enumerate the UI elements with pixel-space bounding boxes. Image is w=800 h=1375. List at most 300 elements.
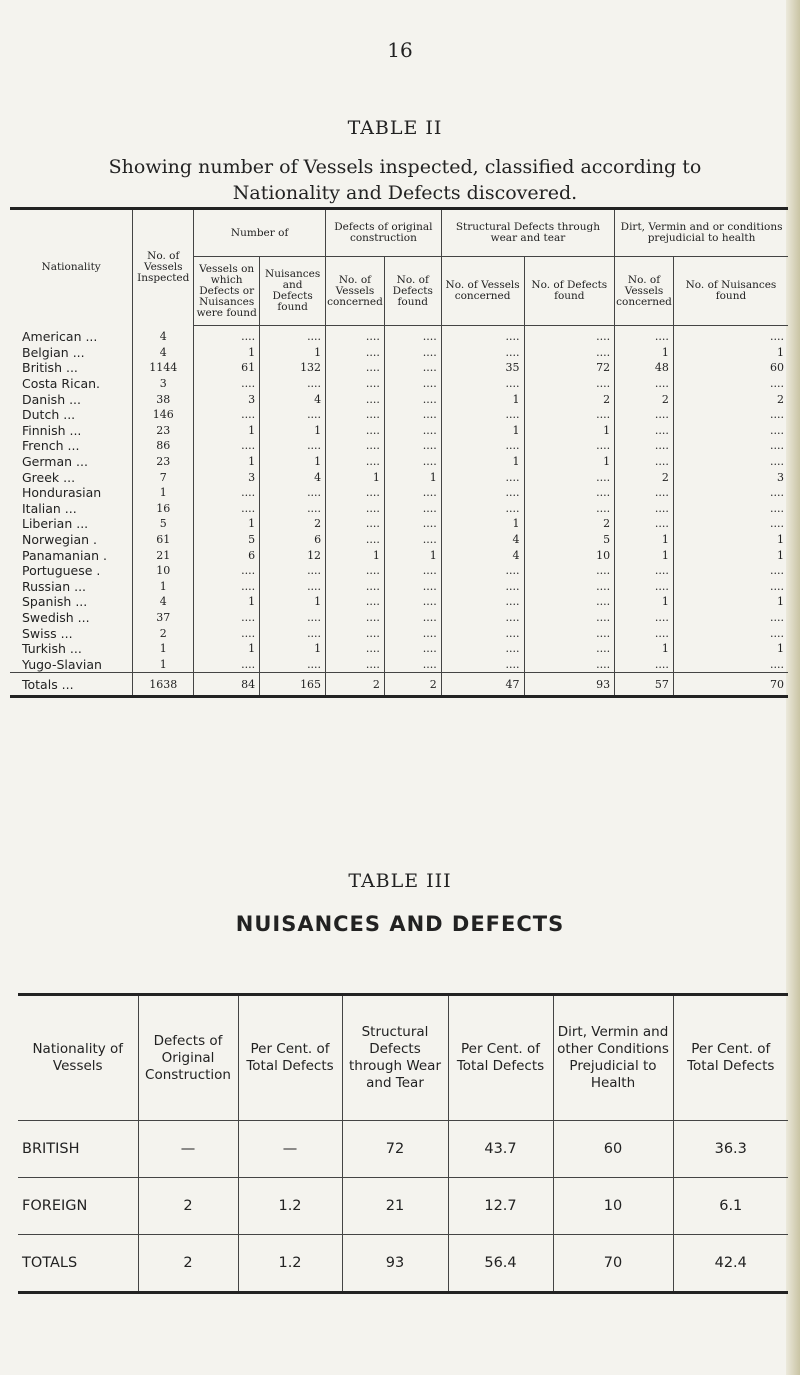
value-cell: .... — [673, 501, 788, 517]
value-cell: 10 — [524, 547, 615, 563]
value-cell: 72 — [342, 1121, 448, 1178]
value-cell: .... — [326, 326, 385, 345]
value-cell: 21 — [342, 1178, 448, 1235]
value-cell: .... — [441, 625, 524, 641]
value-cell: 6.1 — [673, 1178, 788, 1235]
header-struct-vessels-concerned: No. of Vessels concerned — [441, 257, 524, 326]
value-cell: — — [138, 1121, 238, 1178]
nationality-cell: Swedish ... — [22, 609, 90, 625]
table-row — [10, 641, 788, 657]
value-cell: .... — [384, 438, 441, 454]
value-cell: 6 — [194, 547, 260, 563]
nationality-cell: Belgian ... — [22, 344, 85, 360]
value-cell: 56.4 — [448, 1235, 553, 1293]
value-cell: 1 — [673, 641, 788, 657]
value-cell: 61 — [133, 532, 194, 548]
table-row — [10, 407, 788, 423]
page-edge-shadow — [786, 0, 800, 1375]
value-cell: 10 — [553, 1178, 673, 1235]
value-cell: 1.2 — [238, 1178, 342, 1235]
value-cell: 1 — [260, 594, 326, 610]
value-cell: 35 — [441, 360, 524, 376]
value-cell: 1 — [673, 594, 788, 610]
value-cell: 1 — [615, 532, 674, 548]
value-cell: .... — [441, 326, 524, 345]
value-cell: 23 — [133, 423, 194, 439]
value-cell: .... — [524, 485, 615, 501]
nationality-cell: Liberian ... — [22, 516, 89, 532]
table-row — [10, 501, 788, 517]
nationality-cell: Portuguese . — [22, 563, 101, 579]
header-orig-vessels-concerned: No. of Vessels concerned — [326, 257, 385, 326]
table-row — [10, 376, 788, 392]
value-cell: 1 — [326, 469, 385, 485]
value-cell: 4 — [441, 547, 524, 563]
value-cell: .... — [260, 376, 326, 392]
value-cell: .... — [384, 423, 441, 439]
value-cell: 1 — [615, 594, 674, 610]
value-cell: .... — [326, 376, 385, 392]
value-cell: .... — [441, 656, 524, 672]
totals-row — [10, 673, 788, 697]
value-cell: 1 — [384, 469, 441, 485]
value-cell: 2 — [615, 469, 674, 485]
header-number-of: Number of — [194, 209, 326, 257]
header-dirt-vessels-concerned: No. of Vessels concerned — [615, 257, 674, 326]
value-cell: .... — [524, 656, 615, 672]
value-cell: 1 — [673, 345, 788, 361]
value-cell: 1.2 — [238, 1235, 342, 1293]
table-row — [10, 423, 788, 439]
value-cell: 21 — [133, 547, 194, 563]
value-cell: .... — [326, 594, 385, 610]
nationality-cell: Norwegian . — [22, 532, 97, 548]
value-cell: 5 — [524, 532, 615, 548]
value-cell: 48 — [615, 360, 674, 376]
value-cell: .... — [524, 610, 615, 626]
value-cell: .... — [384, 360, 441, 376]
value-cell: 2 — [133, 625, 194, 641]
nationality-cell: Swiss ... — [22, 625, 73, 641]
value-cell: 3 — [133, 376, 194, 392]
value-cell: 146 — [133, 407, 194, 423]
value-cell: 36.3 — [673, 1121, 788, 1178]
value-cell: 4 — [133, 326, 194, 345]
value-cell: .... — [194, 438, 260, 454]
value-cell: .... — [615, 516, 674, 532]
value-cell: .... — [384, 656, 441, 672]
nationality-cell: Dutch ... — [22, 407, 76, 423]
value-cell: 2 — [138, 1178, 238, 1235]
header-dirt-nuisances-found: No. of Nuisances found — [673, 257, 788, 326]
value-cell: .... — [524, 594, 615, 610]
value-cell: 1 — [133, 579, 194, 595]
value-cell: 12 — [260, 547, 326, 563]
nationality-cell: Yugo-Slavian — [22, 656, 102, 672]
header-structural-defects: Structural Defects through wear and tear — [441, 209, 614, 257]
value-cell: .... — [260, 485, 326, 501]
value-cell: .... — [673, 407, 788, 423]
table-row — [10, 563, 788, 579]
value-cell: 2 — [615, 391, 674, 407]
value-cell: 12.7 — [448, 1178, 553, 1235]
total-cell: 57 — [615, 673, 674, 697]
value-cell: 5 — [133, 516, 194, 532]
value-cell: 60 — [673, 360, 788, 376]
value-cell: 2 — [138, 1235, 238, 1293]
value-cell: .... — [615, 610, 674, 626]
value-cell: 1 — [524, 454, 615, 470]
table-row — [10, 547, 788, 563]
value-cell: .... — [615, 438, 674, 454]
value-cell: 2 — [524, 516, 615, 532]
value-cell: .... — [615, 423, 674, 439]
value-cell: .... — [384, 579, 441, 595]
value-cell: 5 — [194, 532, 260, 548]
value-cell: 1 — [524, 423, 615, 439]
value-cell: .... — [194, 656, 260, 672]
value-cell: 70 — [553, 1235, 673, 1293]
value-cell: — — [238, 1121, 342, 1178]
nationality-cell: Italian ... — [22, 500, 77, 516]
value-cell: .... — [441, 485, 524, 501]
value-cell: 1 — [615, 547, 674, 563]
value-cell: .... — [326, 360, 385, 376]
value-cell: 6 — [260, 532, 326, 548]
value-cell: 60 — [553, 1121, 673, 1178]
value-cell: .... — [326, 345, 385, 361]
value-cell: .... — [326, 423, 385, 439]
table3-header: Per Cent. of Total Defects — [673, 995, 788, 1121]
value-cell: 1 — [326, 547, 385, 563]
value-cell: .... — [441, 579, 524, 595]
value-cell: .... — [524, 501, 615, 517]
value-cell: .... — [194, 485, 260, 501]
value-cell: 1 — [615, 641, 674, 657]
total-cell: 2 — [326, 673, 385, 697]
total-cell: 70 — [673, 673, 788, 697]
header-vessels-inspected: No. of Vessels Inspected — [133, 209, 194, 326]
value-cell: .... — [524, 326, 615, 345]
value-cell: .... — [524, 625, 615, 641]
value-cell: .... — [260, 656, 326, 672]
nationality-cell: Hondurasian — [22, 485, 102, 501]
value-cell: .... — [326, 485, 385, 501]
value-cell: 43.7 — [448, 1121, 553, 1178]
table3-subtitle: NUISANCES AND DEFECTS — [235, 912, 565, 936]
value-cell: .... — [326, 625, 385, 641]
value-cell: .... — [524, 641, 615, 657]
value-cell: .... — [524, 438, 615, 454]
value-cell: .... — [384, 391, 441, 407]
value-cell: .... — [441, 407, 524, 423]
value-cell: .... — [326, 532, 385, 548]
table-row — [10, 454, 788, 470]
total-cell: 84 — [194, 673, 260, 697]
value-cell: .... — [673, 563, 788, 579]
value-cell: 16 — [133, 501, 194, 517]
table3-nuisances-and-defects — [18, 993, 788, 1294]
nationality-cell: British ... — [22, 360, 78, 376]
nationality-cell: TOTALS — [18, 1235, 138, 1293]
value-cell: 1 — [194, 594, 260, 610]
value-cell: 1 — [260, 641, 326, 657]
value-cell: 1 — [194, 345, 260, 361]
value-cell: .... — [384, 345, 441, 361]
value-cell: .... — [673, 610, 788, 626]
nationality-cell: FOREIGN — [18, 1178, 138, 1235]
value-cell: .... — [194, 610, 260, 626]
value-cell: .... — [260, 326, 326, 345]
table3-header: Per Cent. of Total Defects — [238, 995, 342, 1121]
value-cell: 1 — [133, 656, 194, 672]
header-nationality: Nationality — [10, 209, 133, 326]
value-cell: .... — [524, 469, 615, 485]
value-cell: 4 — [133, 345, 194, 361]
value-cell: 23 — [133, 454, 194, 470]
table-row — [10, 579, 788, 595]
value-cell: 38 — [133, 391, 194, 407]
value-cell: .... — [441, 641, 524, 657]
table-row — [10, 391, 788, 407]
value-cell: 42.4 — [673, 1235, 788, 1293]
value-cell: .... — [441, 438, 524, 454]
table3-header: Structural Defects through Wear and Tear — [342, 995, 448, 1121]
value-cell: 4 — [441, 532, 524, 548]
table2-subtitle: Showing number of Vessels inspected, classified according to Nationality and Defects discovered. — [108, 156, 702, 204]
value-cell: .... — [441, 469, 524, 485]
header-dirt-vermin: Dirt, Vermin and or conditions prejudicial to health — [615, 209, 788, 257]
value-cell: .... — [260, 563, 326, 579]
table-row — [10, 469, 788, 485]
value-cell: 1 — [441, 391, 524, 407]
value-cell: .... — [326, 407, 385, 423]
table3-header: Defects of Original Construction — [138, 995, 238, 1121]
value-cell: 3 — [673, 469, 788, 485]
value-cell: .... — [673, 516, 788, 532]
table-row — [10, 516, 788, 532]
value-cell: .... — [441, 610, 524, 626]
table2-vessels-by-nationality — [10, 207, 788, 698]
value-cell: .... — [260, 407, 326, 423]
value-cell: .... — [673, 454, 788, 470]
table2-title: TABLE II — [347, 117, 443, 139]
value-cell: .... — [194, 501, 260, 517]
value-cell: .... — [384, 532, 441, 548]
value-cell: 3 — [194, 391, 260, 407]
value-cell: 1 — [194, 641, 260, 657]
value-cell: .... — [194, 376, 260, 392]
value-cell: .... — [615, 656, 674, 672]
value-cell: 1 — [441, 454, 524, 470]
value-cell: .... — [260, 579, 326, 595]
value-cell: .... — [441, 376, 524, 392]
value-cell: .... — [441, 594, 524, 610]
value-cell: .... — [384, 563, 441, 579]
value-cell: 1144 — [133, 360, 194, 376]
value-cell: 1 — [133, 485, 194, 501]
value-cell: 3 — [194, 469, 260, 485]
value-cell: .... — [384, 326, 441, 345]
value-cell: .... — [326, 516, 385, 532]
nationality-cell: German ... — [22, 454, 88, 470]
nationality-cell: Spanish ... — [22, 594, 88, 610]
value-cell: .... — [673, 485, 788, 501]
value-cell: .... — [384, 594, 441, 610]
value-cell: .... — [194, 407, 260, 423]
value-cell: 1 — [384, 547, 441, 563]
value-cell: .... — [615, 407, 674, 423]
value-cell: 1 — [194, 454, 260, 470]
value-cell: 1 — [441, 423, 524, 439]
value-cell: .... — [524, 407, 615, 423]
value-cell: .... — [194, 625, 260, 641]
value-cell: .... — [524, 345, 615, 361]
value-cell: .... — [673, 326, 788, 345]
value-cell: .... — [326, 656, 385, 672]
table-row — [10, 438, 788, 454]
value-cell: .... — [194, 579, 260, 595]
total-cell: 165 — [260, 673, 326, 697]
value-cell: .... — [384, 485, 441, 501]
value-cell: 37 — [133, 610, 194, 626]
nationality-cell: Greek ... — [22, 469, 76, 485]
table3-header: Per Cent. of Total Defects — [448, 995, 553, 1121]
table3-title: TABLE III — [348, 870, 452, 892]
table-row — [10, 360, 788, 376]
total-cell: 1638 — [133, 673, 194, 697]
nationality-cell: Russian ... — [22, 578, 87, 594]
value-cell: .... — [326, 563, 385, 579]
value-cell: .... — [615, 625, 674, 641]
value-cell: 2 — [524, 391, 615, 407]
totals-label: Totals ... — [10, 673, 133, 697]
value-cell: .... — [326, 454, 385, 470]
value-cell: 4 — [133, 594, 194, 610]
value-cell: 1 — [133, 641, 194, 657]
value-cell: .... — [260, 625, 326, 641]
value-cell: 1 — [260, 454, 326, 470]
value-cell: .... — [441, 563, 524, 579]
value-cell: .... — [384, 454, 441, 470]
value-cell: .... — [260, 501, 326, 517]
value-cell: .... — [615, 485, 674, 501]
value-cell: .... — [194, 563, 260, 579]
value-cell: .... — [673, 656, 788, 672]
table-row — [10, 594, 788, 610]
table-row — [10, 326, 788, 345]
value-cell: .... — [384, 641, 441, 657]
page-number: 16 — [387, 38, 413, 62]
value-cell: .... — [615, 579, 674, 595]
header-orig-defects-found: No. of Defects found — [384, 257, 441, 326]
value-cell: .... — [326, 501, 385, 517]
header-vessels-with-defects: Vessels on which Defects or Nuisances were found — [194, 257, 260, 326]
value-cell: .... — [441, 345, 524, 361]
value-cell: 72 — [524, 360, 615, 376]
value-cell: 1 — [615, 345, 674, 361]
value-cell: .... — [326, 610, 385, 626]
value-cell: 2 — [673, 391, 788, 407]
value-cell: .... — [194, 326, 260, 345]
value-cell: 1 — [673, 547, 788, 563]
value-cell: .... — [260, 610, 326, 626]
table-row — [18, 1121, 788, 1178]
total-cell: 47 — [441, 673, 524, 697]
value-cell: .... — [384, 501, 441, 517]
value-cell: 10 — [133, 563, 194, 579]
value-cell: .... — [673, 376, 788, 392]
value-cell: .... — [326, 438, 385, 454]
nationality-cell: American ... — [22, 329, 98, 345]
table-row — [10, 610, 788, 626]
value-cell: .... — [326, 641, 385, 657]
value-cell: 4 — [260, 391, 326, 407]
value-cell: .... — [524, 376, 615, 392]
table3-header: Nationality of Vessels — [18, 995, 138, 1121]
nationality-cell: Panamanian . — [22, 547, 107, 563]
value-cell: 1 — [673, 532, 788, 548]
total-cell: 93 — [524, 673, 615, 697]
value-cell: 7 — [133, 469, 194, 485]
table3-header: Dirt, Vermin and other Conditions Prejudicial to Health — [553, 995, 673, 1121]
table-row — [10, 345, 788, 361]
value-cell: .... — [384, 407, 441, 423]
value-cell: 93 — [342, 1235, 448, 1293]
total-cell: 2 — [384, 673, 441, 697]
table-row — [10, 485, 788, 501]
value-cell: .... — [615, 376, 674, 392]
nationality-cell: Finnish ... — [22, 422, 82, 438]
value-cell: 1 — [260, 423, 326, 439]
value-cell: 86 — [133, 438, 194, 454]
value-cell: .... — [673, 579, 788, 595]
value-cell: .... — [384, 625, 441, 641]
value-cell: .... — [673, 423, 788, 439]
value-cell: .... — [615, 501, 674, 517]
value-cell: .... — [384, 376, 441, 392]
table-row — [18, 1235, 788, 1293]
value-cell: 4 — [260, 469, 326, 485]
nationality-cell: French ... — [22, 438, 80, 454]
value-cell: .... — [384, 516, 441, 532]
header-struct-defects-found: No. of Defects found — [524, 257, 615, 326]
value-cell: .... — [326, 579, 385, 595]
nationality-cell: Danish ... — [22, 391, 82, 407]
value-cell: 1 — [260, 345, 326, 361]
value-cell: .... — [615, 454, 674, 470]
value-cell: .... — [524, 563, 615, 579]
table-row — [10, 625, 788, 641]
value-cell: 1 — [194, 423, 260, 439]
value-cell: .... — [615, 563, 674, 579]
value-cell: .... — [615, 326, 674, 345]
value-cell: 1 — [194, 516, 260, 532]
value-cell: .... — [326, 391, 385, 407]
nationality-cell: Costa Rican. — [22, 376, 101, 392]
value-cell: .... — [260, 438, 326, 454]
value-cell: .... — [673, 438, 788, 454]
value-cell: 1 — [441, 516, 524, 532]
nationality-cell: Turkish ... — [22, 641, 82, 657]
table-row — [18, 1178, 788, 1235]
value-cell: .... — [441, 501, 524, 517]
header-nuisances-found: Nuisances and Defects found — [260, 257, 326, 326]
value-cell: 61 — [194, 360, 260, 376]
header-original-construction: Defects of original construction — [326, 209, 442, 257]
table-row — [10, 532, 788, 548]
value-cell: 2 — [260, 516, 326, 532]
